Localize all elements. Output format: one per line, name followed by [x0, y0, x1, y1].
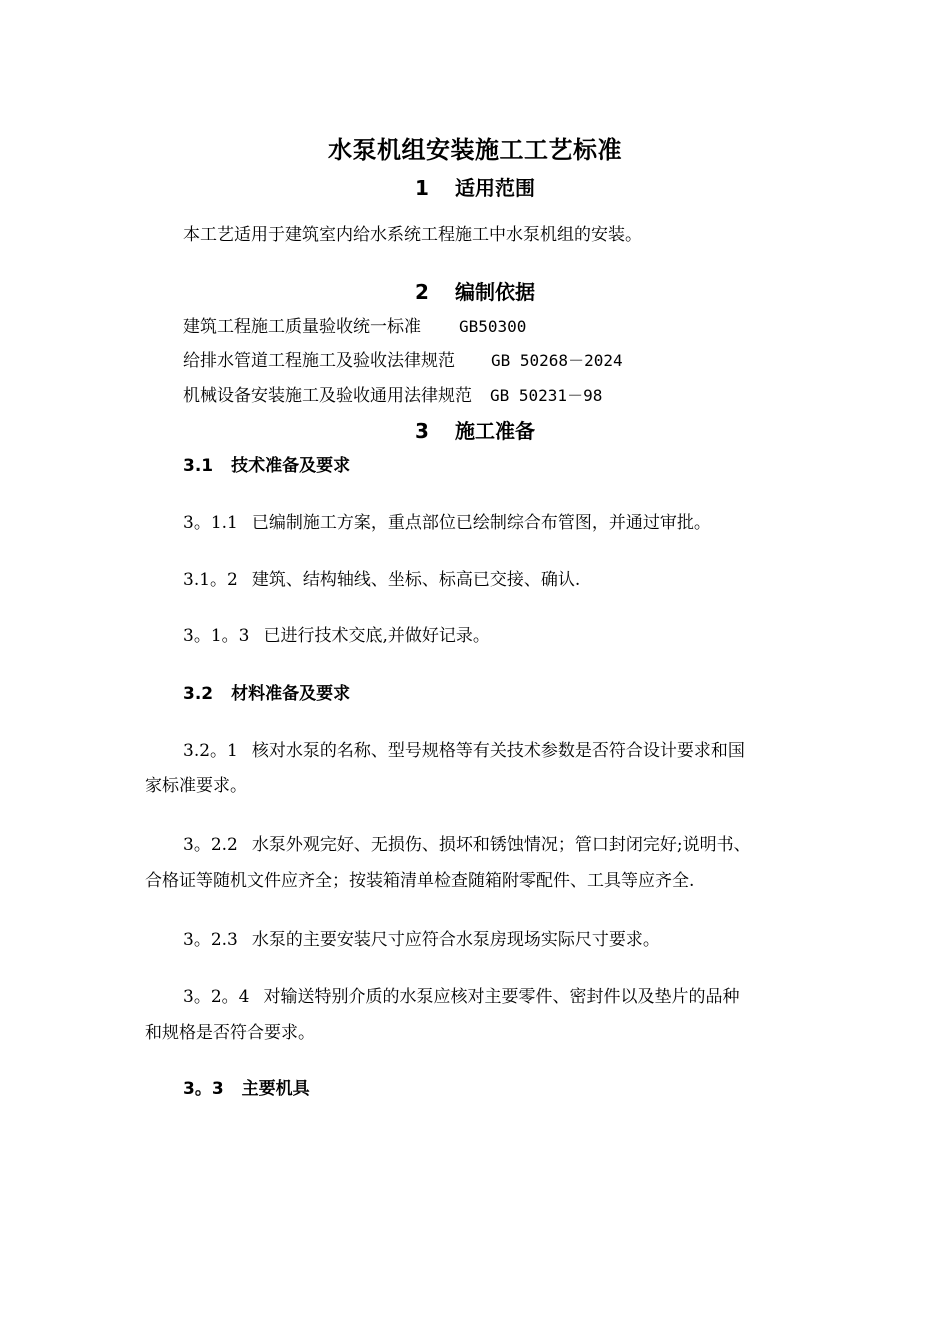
clause-number: 3。2。4	[183, 987, 250, 1007]
section-title: 编制依据	[454, 280, 535, 304]
section-heading-2	[0, 277, 950, 307]
clause-3-2-4-line-2: 和规格是否符合要求。	[145, 1023, 315, 1043]
section-heading-1	[0, 173, 950, 203]
reference-name: 建筑工程施工质量验收统一标准	[183, 317, 421, 337]
subsection-number: 3.2	[183, 684, 214, 704]
subsection-heading-3-1	[183, 453, 350, 479]
reference-name: 机械设备安装施工及验收通用法律规范	[183, 386, 472, 406]
clause-text: 水泵的主要安装尺寸应符合水泵房现场实际尺寸要求。	[251, 930, 660, 950]
section-title: 适用范围	[454, 176, 535, 200]
clause-text: 建筑、结构轴线、坐标、标高已交接、确认.	[251, 570, 581, 590]
section-title: 施工准备	[454, 419, 535, 443]
subsection-title: 技术准备及要求	[231, 456, 351, 476]
section-number: 2	[415, 280, 429, 304]
reference-item	[183, 348, 623, 374]
clause-3-1-1	[183, 510, 711, 536]
clause-text: 核对水泵的名称、型号规格等有关技术参数是否符合设计要求和国	[251, 741, 745, 761]
reference-item	[183, 314, 526, 340]
clause-3-2-1-line-1	[183, 738, 745, 764]
clause-text: 已进行技术交底,并做好记录。	[263, 626, 490, 646]
subsection-heading-3-2	[183, 681, 350, 707]
clause-text: 对输送特别介质的水泵应核对主要零件、密封件以及垫片的品种	[263, 987, 740, 1007]
clause-3-2-2-line-2: 合格证等随机文件应齐全；按装箱清单检查随箱附零配件、工具等应齐全.	[145, 871, 695, 891]
subsection-number: 3.1	[183, 456, 214, 476]
section-1-paragraph: 本工艺适用于建筑室内给水系统工程施工中水泵机组的安装。	[183, 225, 642, 245]
reference-code: GB 50231－98	[490, 386, 603, 405]
section-number: 1	[415, 176, 429, 200]
clause-number: 3。1.1	[183, 513, 238, 533]
subsection-heading-3-3	[183, 1076, 310, 1102]
clause-number: 3。2.2	[183, 835, 238, 855]
clause-3-2-4-line-1	[183, 984, 739, 1010]
clause-3-1-2	[183, 567, 580, 593]
clause-number: 3.1。2	[183, 570, 238, 590]
document-title: 水泵机组安装施工工艺标准	[328, 136, 622, 164]
clause-3-2-2-line-1	[183, 832, 751, 858]
clause-3-1-3	[183, 623, 490, 649]
clause-number: 3。2.3	[183, 930, 238, 950]
clause-text: 水泵外观完好、无损伤、损坏和锈蚀情况；管口封闭完好;说明书、	[251, 835, 751, 855]
clause-text: 已编制施工方案，重点部位已绘制综合布管图，并通过审批。	[251, 513, 711, 533]
section-heading-3	[0, 416, 950, 446]
clause-3-2-3	[183, 927, 660, 953]
clause-number: 3.2。1	[183, 741, 238, 761]
clause-number: 3。1。3	[183, 626, 250, 646]
clause-3-2-1-line-2: 家标准要求。	[145, 776, 247, 796]
subsection-number: 3。3	[183, 1079, 224, 1099]
section-number: 3	[415, 419, 429, 443]
subsection-title: 主要机具	[241, 1079, 310, 1099]
reference-name: 给排水管道工程施工及验收法律规范	[183, 351, 455, 371]
reference-code: GB 50268－2024	[491, 351, 623, 370]
reference-code: GB50300	[459, 317, 527, 336]
subsection-title: 材料准备及要求	[231, 684, 351, 704]
reference-item	[183, 383, 602, 409]
